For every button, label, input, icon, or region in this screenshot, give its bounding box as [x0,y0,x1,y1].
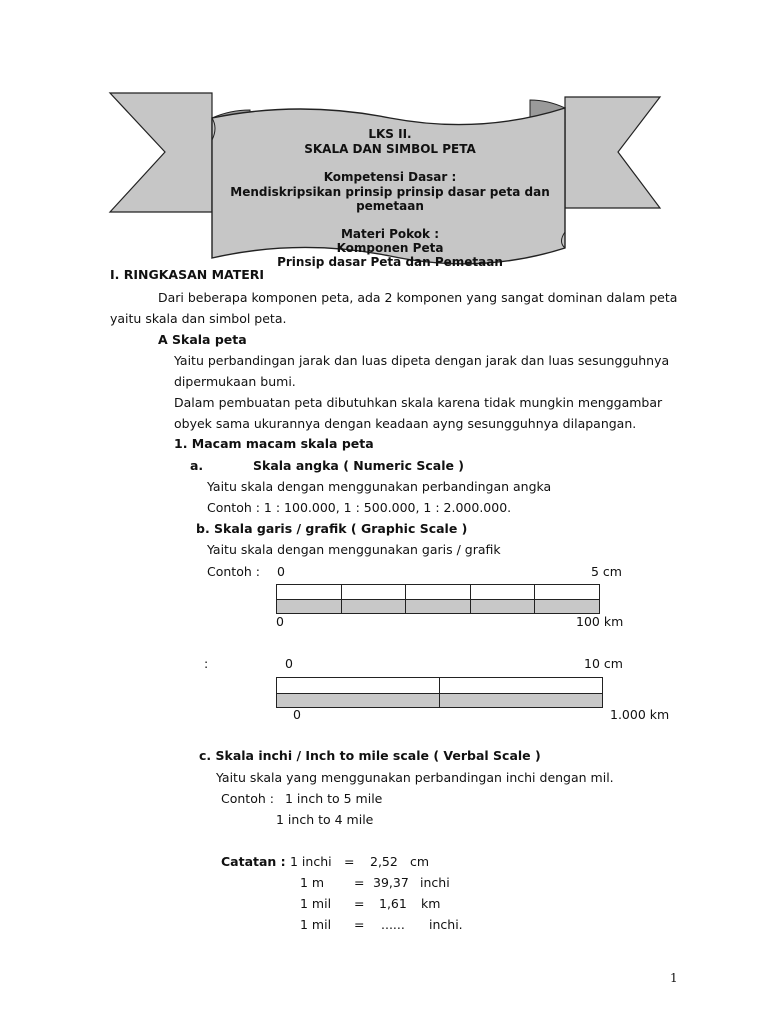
scale1-segment [535,585,599,599]
page-number: 1 [670,971,678,985]
scale1-bottom-left-label: 0 [276,614,284,629]
scale1-segment [277,585,342,599]
scale2-top-right-label: 10 cm [584,656,623,671]
verbal-scale-desc: Yaitu skala yang menggunakan perbandingan inchi dengan mil. [216,770,614,785]
catatan-row1-unit: cm [410,854,430,869]
scale2-top-row [277,678,602,693]
reason-line2: obyek sama ukurannya dengan keadaan ayng sesungguhnya dilapangan. [174,416,637,431]
numeric-scale-title: Skala angka ( Numeric Scale ) [253,458,465,473]
subsection-a-heading: A Skala peta [158,332,247,347]
section-heading: I. RINGKASAN MATERI [110,267,265,282]
catatan-row3-val: 1,61 [379,896,407,911]
scale2-bottom-right-label: 1.000 km [610,707,670,722]
scale1-top-left-label: 0 [277,564,285,579]
numeric-scale-example: Contoh : 1 : 100.000, 1 : 500.000, 1 : 2.000.000. [207,500,512,515]
catatan-row4-unit: inchi. [429,917,463,932]
scale2-segment [440,694,602,708]
catatan-row3-unit: km [421,896,441,911]
scale1-bottom-right-label: 100 km [576,614,624,629]
scale2-top-left-label: 0 [285,656,293,671]
scale2-bottom-row [277,693,602,708]
scale2-segment [277,678,440,693]
macam-skala-heading: 1. Macam macam skala peta [174,436,374,451]
catatan-row3-eq: = [354,896,365,911]
scale2-bottom-left-label: 0 [293,707,301,722]
graphic-scale-title: b. Skala garis / grafik ( Graphic Scale ) [196,521,468,536]
catatan-row2-unit: inchi [420,875,450,890]
catatan-row2-eq: = [354,875,365,890]
kompetensi-dasar-line2: pemetaan [356,199,424,213]
banner-title-line2: SKALA DAN SIMBOL PETA [304,142,476,156]
scale1-segment [535,600,599,613]
graphic-scale-bar-1 [276,584,600,614]
catatan-row1-eq: = [344,854,355,869]
catatan-row2-lhs: 1 m [300,875,325,890]
scale1-segment [406,585,471,599]
catatan-row1-val: 2,52 [370,854,398,869]
intro-line1: Dari beberapa komponen peta, ada 2 komponen yang sangat dominan dalam peta [158,290,678,305]
verbal-example1: 1 inch to 5 mile [285,791,383,806]
scale2-segment [440,678,602,693]
catatan-row1-lhs: 1 inchi [290,854,332,869]
verbal-contoh-label: Contoh : [221,791,274,806]
scale1-segment [406,600,471,613]
scale2-colon: : [204,656,209,671]
graphic-contoh-label: Contoh : [207,564,260,579]
graphic-scale-bar-2 [276,677,603,708]
kompetensi-dasar-label: Kompetensi Dasar : [323,170,457,184]
catatan-row3-lhs: 1 mil [300,896,332,911]
scale1-top-row [277,585,599,599]
kompetensi-dasar-line1: Mendiskripsikan prinsip prinsip dasar peta dan [230,185,550,199]
catatan-row4-lhs: 1 mil [300,917,332,932]
graphic-scale-desc: Yaitu skala dengan menggunakan garis / grafik [207,542,501,557]
definition-line2: dipermukaan bumi. [174,374,296,389]
scale1-segment [471,585,536,599]
catatan-row4-val: ...... [381,917,405,932]
materi-pokok-line1: Komponen Peta [336,241,444,255]
numeric-scale-desc: Yaitu skala dengan menggunakan perbandingan angka [207,479,552,494]
scale2-segment [277,694,440,708]
verbal-scale-title: c. Skala inchi / Inch to mile scale ( Verbal Scale ) [199,748,541,763]
materi-pokok-label: Materi Pokok : [340,227,440,241]
scale1-bottom-row [277,599,599,613]
scale1-top-right-label: 5 cm [591,564,622,579]
catatan-label: Catatan : [221,854,286,869]
intro-line2: yaitu skala dan simbol peta. [110,311,287,326]
reason-line1: Dalam pembuatan peta dibutuhkan skala karena tidak mungkin menggambar [174,395,663,410]
numeric-scale-letter: a. [190,458,204,473]
scale1-segment [342,585,407,599]
scale1-segment [471,600,536,613]
definition-line1: Yaitu perbandingan jarak dan luas dipeta dengan jarak dan luas sesungguhnya [174,353,670,368]
catatan-row2-val: 39,37 [373,875,409,890]
catatan-row4-eq: = [354,917,365,932]
banner-title-line1: LKS II. [368,127,412,141]
scale1-segment [342,600,407,613]
verbal-example2: 1 inch to 4 mile [276,812,374,827]
materi-pokok-line2: Prinsip dasar Peta dan Pemetaan [277,255,503,269]
scale1-segment [277,600,342,613]
